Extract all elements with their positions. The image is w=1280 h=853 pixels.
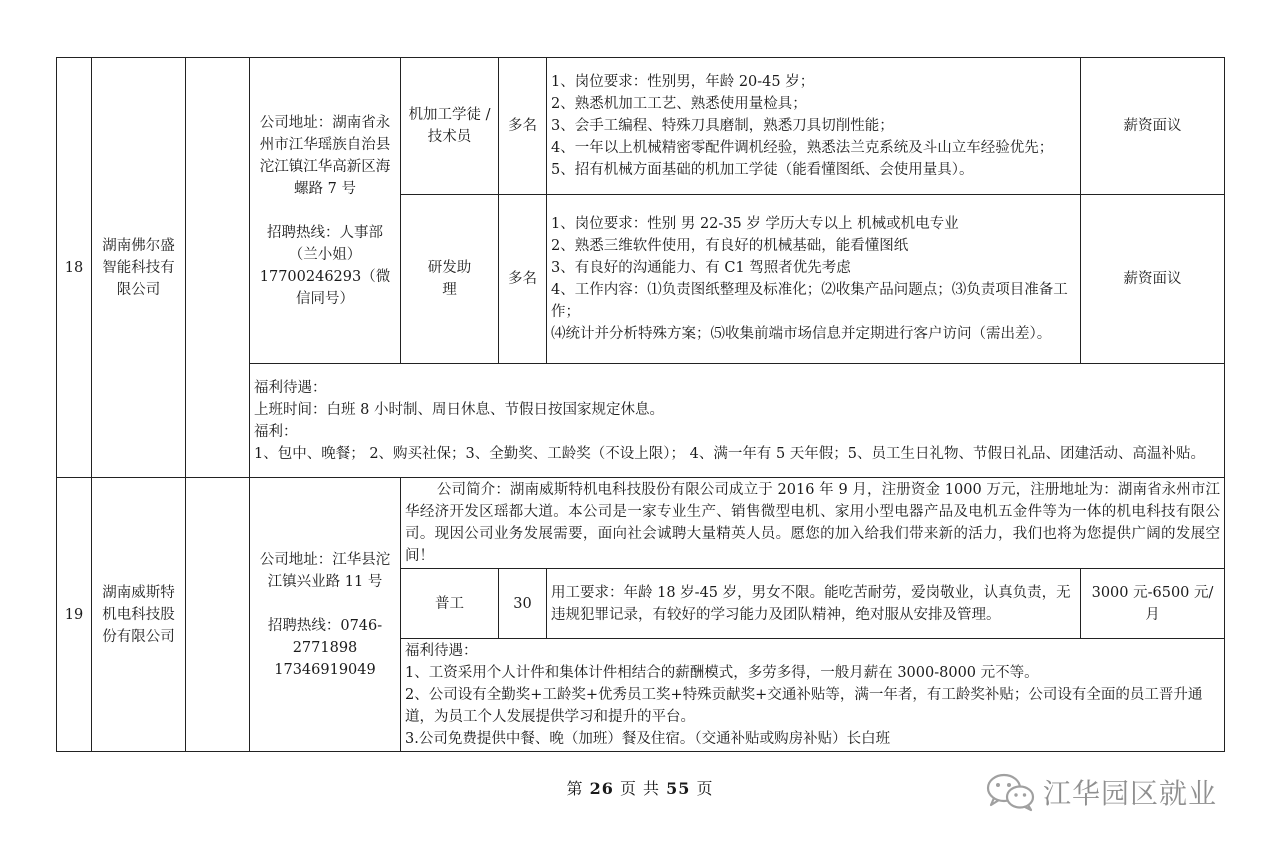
welfare-text: 福利待遇： 1、工资采用个人计件和集体计件相结合的薪酬模式，多劳多得，一般月薪在 3000-8000 元不等。 2、公司设有全勤奖+工龄奖+优秀员工奖+特殊贡献奖+交通补贴等，满一年者，有工龄奖补贴；公司设有全面的员工晋升通道，为员工个人发展提供学习和提升的平台。 3.公司免费提供中餐、晚（加班）餐及住宿。（交通补贴或购房补贴）长白班 [401, 639, 1225, 752]
footer-prefix: 第 [566, 779, 584, 798]
total-pages: 55 [666, 779, 691, 798]
row-number: 19 [57, 478, 92, 752]
company-address: 公司地址：湖南省永州市江华瑶族自治县沱江镇江华高新区海螺路 7 号 [259, 114, 391, 197]
job-count: 多名 [499, 195, 547, 364]
job-salary: 3000 元-6500 元/月 [1081, 569, 1225, 639]
table-row [57, 58, 1225, 195]
job-requirements: 1、岗位要求：性别男，年龄 20-45 岁； 2、熟悉机加工工艺、熟悉使用量检具； 3、会手工编程、特殊刀具磨制，熟悉刀具切削性能； 4、一年以上机械精密零配件调机经验，熟悉法兰克系统及斗山立车经验优先； 5、招有机械方面基础的机加工学徒（能看懂图纸、会使用量具）。 [547, 58, 1081, 195]
company-contact [250, 478, 401, 752]
recruitment-table [56, 57, 1225, 752]
footer-middle: 页 共 [619, 779, 661, 798]
company-intro: 公司简介：湖南威斯特机电科技股份有限公司成立于 2016 年 9 月，注册资金 1000 万元，注册地址为：湖南省永州市江华经济开发区瑶都大道。本公司是一家专业生产、销售微型电机、家用小型电器产品及电机五金件等为一体的机电科技有限公司。现因公司业务发展需要，面向社会诚聘大量精英人员。愿您的加入给我们带来新的活力，我们也将为您提供广阔的发展空间！ [401, 478, 1225, 569]
job-title: 机加工学徒 / 技术员 [401, 58, 499, 195]
job-count: 30 [499, 569, 547, 639]
company-contact [250, 58, 401, 364]
welfare-text: 福利待遇： 上班时间：白班 8 小时制、周日休息、节假日按国家规定休息。 福利： 1、包中、晚餐； 2、购买社保；3、全勤奖、工龄奖（不设上限）； 4、满一年有 5 天年假；5、员工生日礼物、节假日礼品、团建活动、高温补贴。 [250, 364, 1225, 478]
current-page: 26 [589, 779, 614, 798]
recruit-hotline: 招聘热线：人事部（兰小姐）17700246293（微信同号） [259, 224, 391, 307]
row-number: 18 [57, 58, 92, 478]
job-title: 研发助理 [401, 195, 499, 364]
job-requirements: 1、岗位要求：性别 男 22-35 岁 学历大专以上 机械或机电专业 2、熟悉三维软件使用，有良好的机械基础，能看懂图纸 3、有良好的沟通能力、有 C1 驾照者优先考虑 4、工作内容：⑴负责图纸整理及标准化；⑵收集产品问题点；⑶负责项目准备工作； ⑷统计并分析特殊方案；⑸收集前端市场信息并定期进行客户访问（需出差）。 [547, 195, 1081, 364]
company-name: 湖南威斯特机电科技股份有限公司 [92, 478, 186, 752]
watermark [985, 772, 1217, 812]
company-name: 湖南佛尔盛智能科技有限公司 [92, 58, 186, 478]
job-salary: 薪资面议 [1081, 195, 1225, 364]
job-salary: 薪资面议 [1081, 58, 1225, 195]
empty-cell [186, 58, 250, 478]
empty-cell [186, 478, 250, 752]
footer-suffix: 页 [696, 779, 714, 798]
wechat-icon [985, 772, 1037, 812]
recruit-hotline: 招聘热线：0746-2771898 17346919049 [267, 617, 383, 678]
company-address: 公司地址：江华县沱江镇兴业路 11 号 [259, 551, 391, 590]
job-count: 多名 [499, 58, 547, 195]
job-requirements: 用工要求：年龄 18 岁-45 岁，男女不限。能吃苦耐劳，爱岗敬业，认真负责，无违规犯罪记录，有较好的学习能力及团队精神，绝对服从安排及管理。 [547, 569, 1081, 639]
table-row [57, 478, 1225, 569]
watermark-text: 江华园区就业 [1043, 777, 1218, 810]
job-title: 普工 [401, 569, 499, 639]
